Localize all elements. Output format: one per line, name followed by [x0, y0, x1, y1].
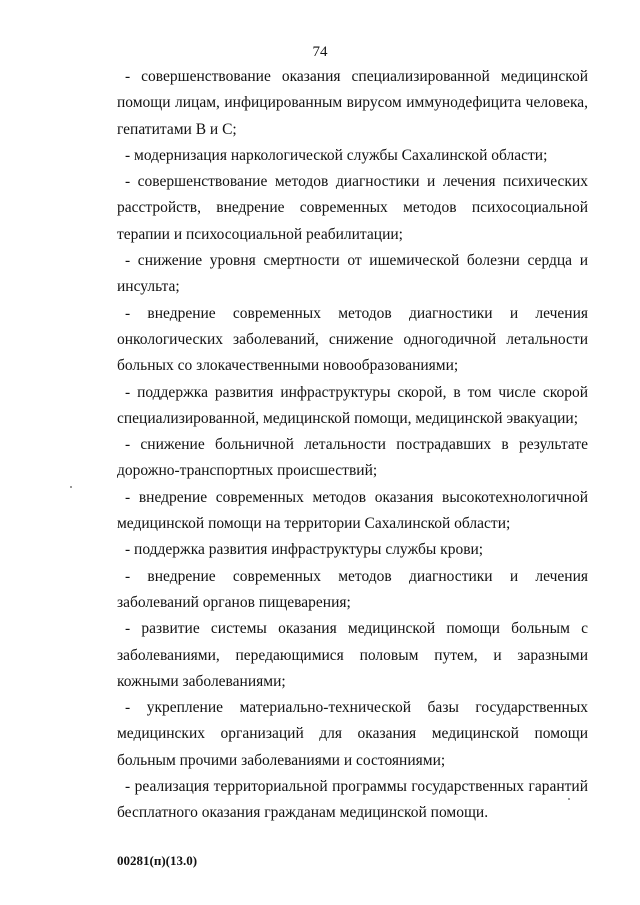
scan-speck [568, 798, 570, 800]
list-item: - совершенствование методов диагностики и лечения психических расстройств, внедрение современных методов психосоциальной терапии и психосоциальной реабилитации; [117, 173, 588, 243]
footer-code: 00281(п)(13.0) [117, 853, 198, 868]
list-item: - внедрение современных методов диагностики и лечения онкологических заболеваний, снижение одногодичной летальности больных со злокачественными новообразованиями; [117, 304, 588, 375]
list-item: - укрепление материально-технической базы государственных медицинских организаций для оказания медицинской помощи больным прочими заболеваниями и состояниями; [117, 699, 588, 769]
list-item: - внедрение современных методов диагностики и лечения заболеваний органов пищеварения; [117, 567, 588, 611]
list-item: - снижение уровня смертности от ишемической болезни сердца и инсульта; [117, 252, 588, 296]
list-item: - модернизация наркологической службы Сахалинской области; [125, 146, 548, 164]
scan-speck [70, 486, 72, 488]
list-item: - развитие системы оказания медицинской помощи больным с заболеваниями, передающимися половым путем, и заразными кожными заболеваниями; [117, 620, 588, 690]
list-item: - реализация территориальной программы государственных гарантий бесплатного оказания гражданам медицинской помощи. [117, 778, 588, 822]
list-item: - совершенствование оказания специализированной медицинской помощи лицам, инфицированным вирусом иммунодефицита человека, гепатитами В и С; [117, 68, 588, 138]
list-item: - внедрение современных методов оказания высокотехнологичной медицинской помощи на территории Сахалинской области; [117, 488, 588, 533]
list-item: - поддержка развития инфраструктуры скорой, в том числе скорой специализированной, медицинской помощи, медицинской эвакуации; [117, 383, 588, 427]
page-number: 74 [312, 44, 328, 60]
measures-list [117, 64, 588, 827]
list-item: - снижение больничной летальности пострадавших в результате дорожно-транспортных происшествий; [117, 436, 588, 480]
list-item: - поддержка развития инфраструктуры службы крови; [125, 541, 484, 559]
